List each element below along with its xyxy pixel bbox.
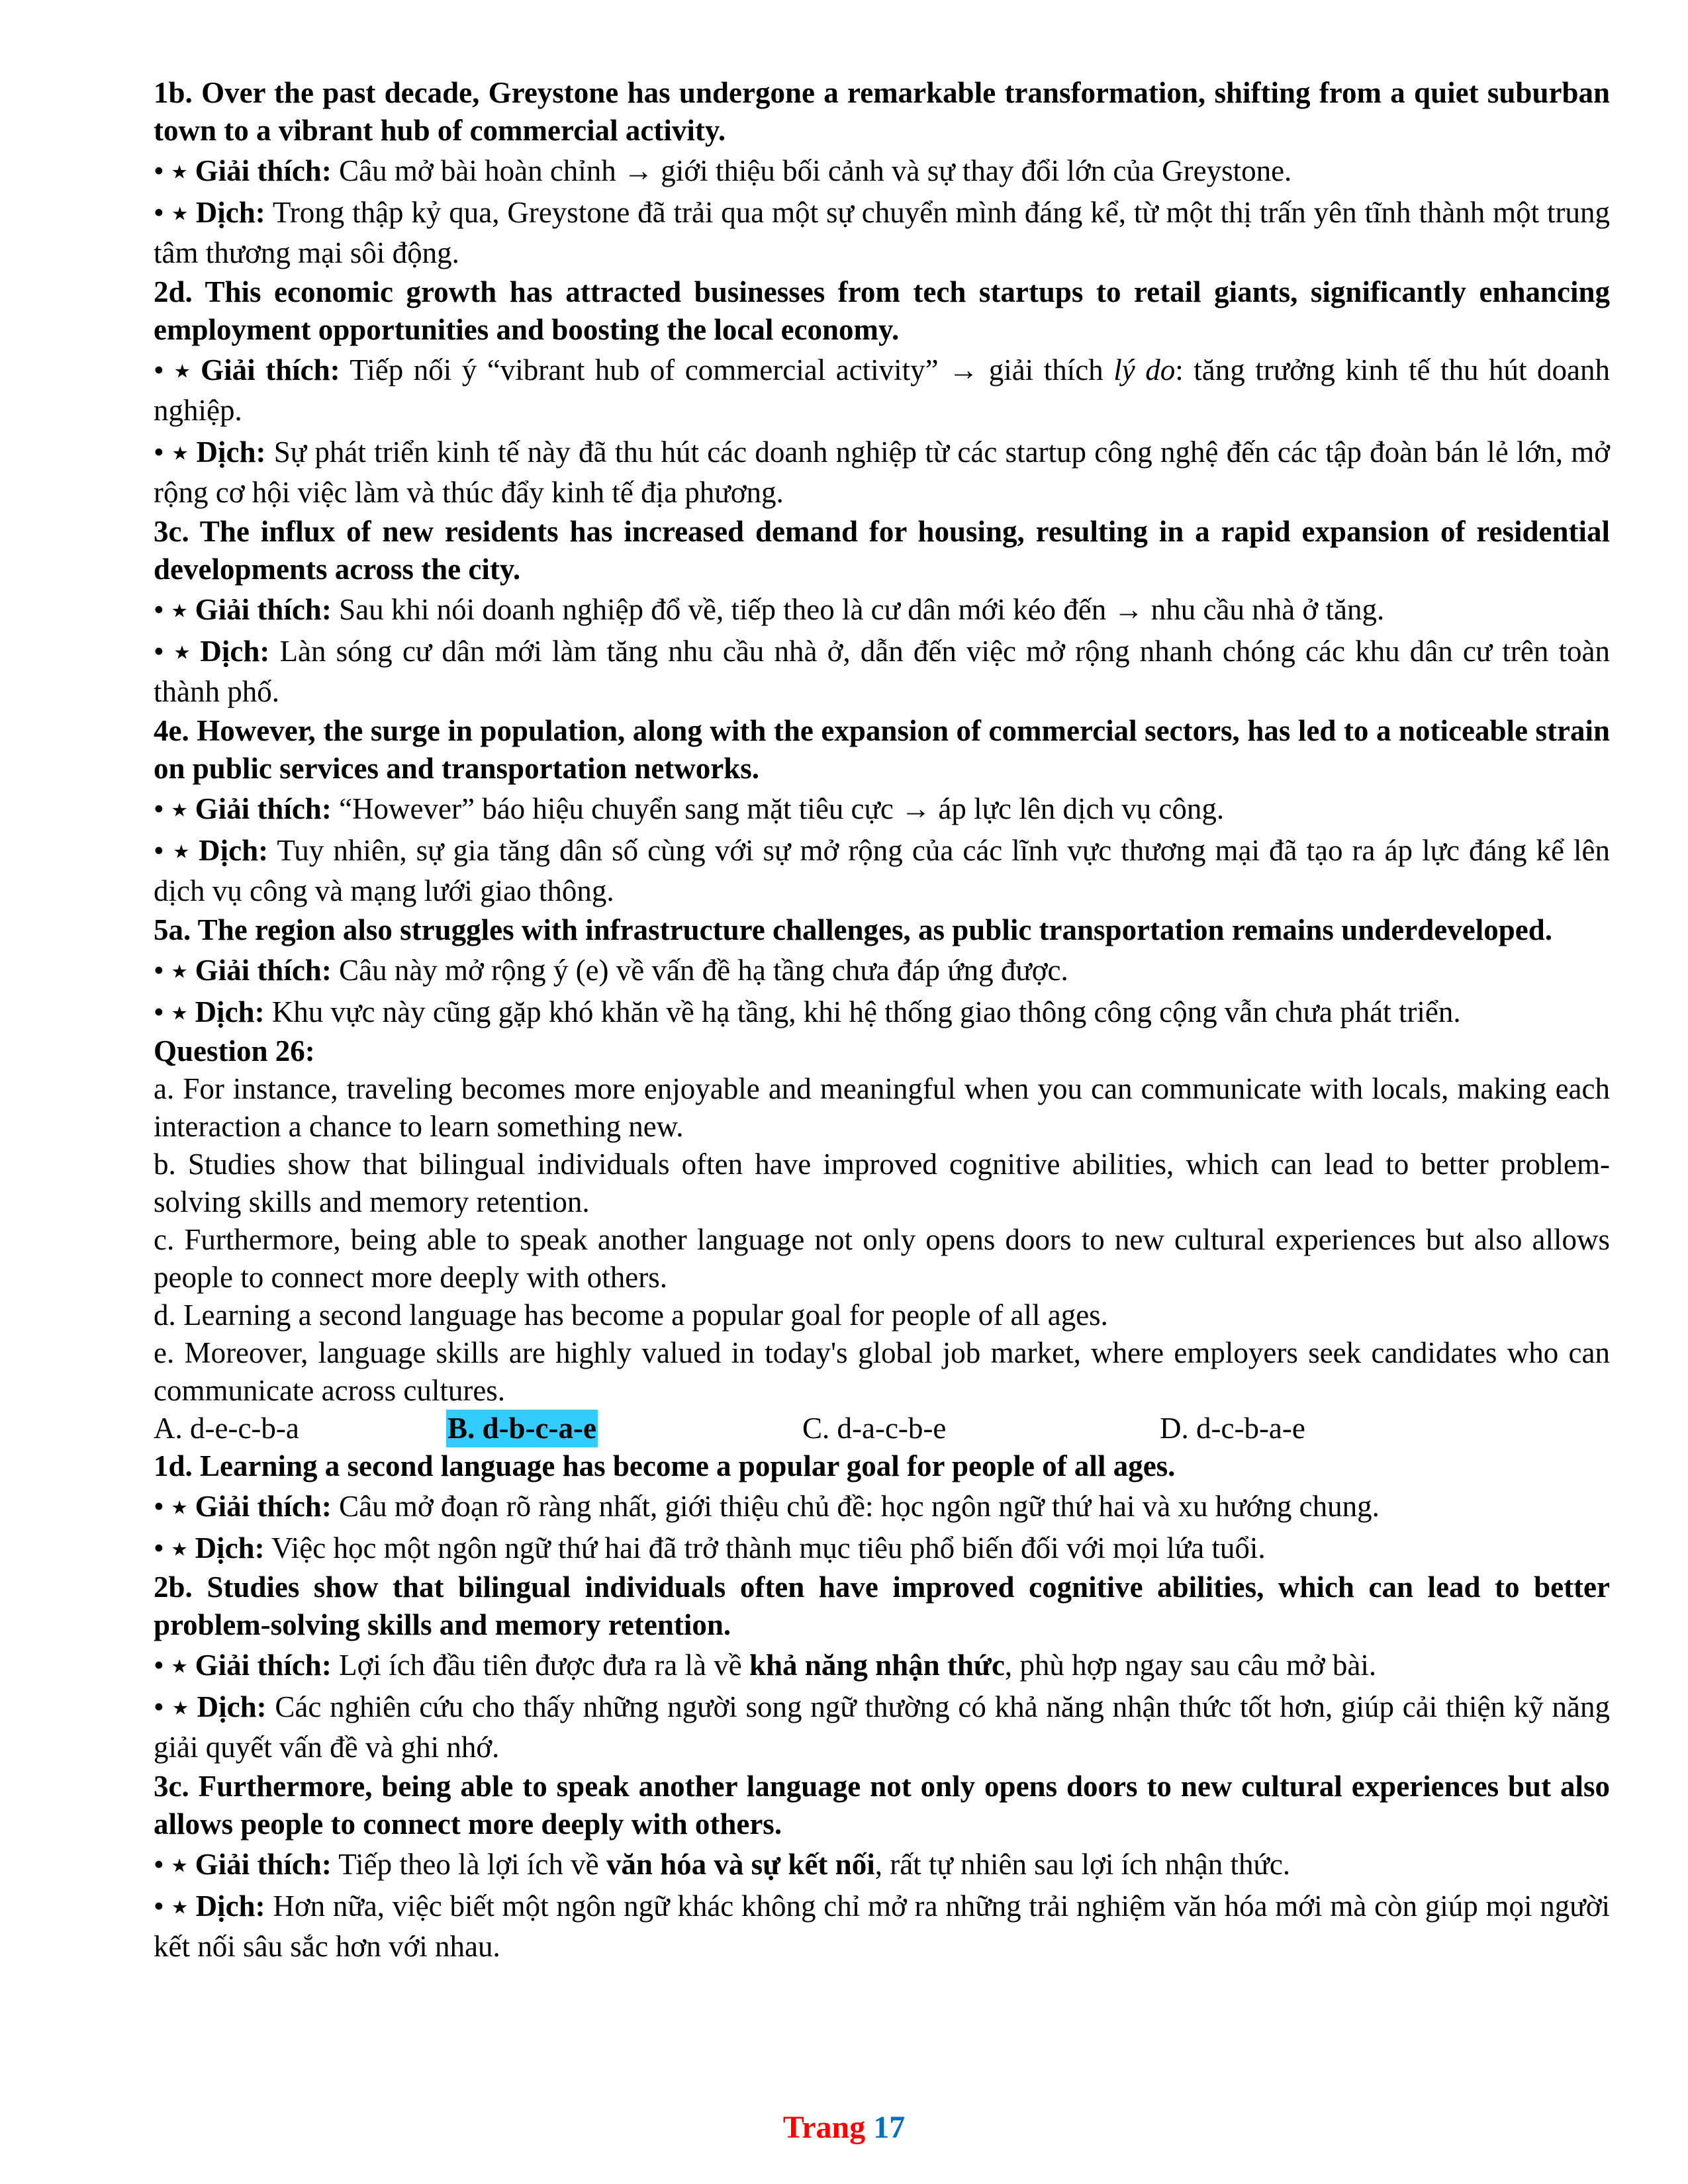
translation-line: • ⭑ Dịch: Trong thập kỷ qua, Greystone đã trải qua một sự chuyển mình đáng kể, từ một thị trấn yên tĩnh thành một trung tâm thương mại sôi động.	[154, 196, 1610, 269]
page-number: 17	[873, 2110, 906, 2145]
question-item: c. Furthermore, being able to speak another language not only opens doors to new cultural experiences but also allows people to connect more deeply with others.	[154, 1223, 1610, 1294]
explanation-line: • ⭑ Giải thích: Tiếp nối ý “vibrant hub of commercial activity” → giải thích lý do: tăng trưởng kinh tế thu hút doanh nghiệp.	[154, 353, 1610, 427]
sentence-heading: 1d. Learning a second language has become a popular goal for people of all ages.	[154, 1449, 1176, 1482]
explanation-line: • ⭑ Giải thích: Tiếp theo là lợi ích về văn hóa và sự kết nối, rất tự nhiên sau lợi ích nhận thức.	[154, 1848, 1291, 1881]
explanation-line: • ⭑ Giải thích: Câu mở bài hoàn chỉnh → giới thiệu bối cảnh và sự thay đổi lớn của Greystone.	[154, 154, 1292, 187]
explanation-line: • ⭑ Giải thích: Câu này mở rộng ý (e) về vấn đề hạ tầng chưa đáp ứng được.	[154, 954, 1068, 987]
translation-line: • ⭑ Dịch: Khu vực này cũng gặp khó khăn về hạ tầng, khi hệ thống giao thông công cộng vẫn chưa phát triển.	[154, 995, 1461, 1028]
sentence-heading: 3c. Furthermore, being able to speak another language not only opens doors to new cultural experiences but also allows people to connect more deeply with others.	[154, 1770, 1610, 1841]
translation-line: • ⭑ Dịch: Việc học một ngôn ngữ thứ hai đã trở thành mục tiêu phổ biến đối với mọi lứa tuổi.	[154, 1531, 1266, 1565]
translation-line: • ⭑ Dịch: Hơn nữa, việc biết một ngôn ngữ khác không chỉ mở ra những trải nghiệm văn hóa mới mà còn giúp mọi người kết nối sâu sắc hơn với nhau.	[154, 1889, 1610, 1963]
explanation-line: • ⭑ Giải thích: “However” báo hiệu chuyển sang mặt tiêu cực → áp lực lên dịch vụ công.	[154, 792, 1225, 825]
question-item: b. Studies show that bilingual individuals often have improved cognitive abilities, which can lead to better problem-solving skills and memory retention.	[154, 1148, 1610, 1218]
sentence-heading: 5a. The region also struggles with infrastructure challenges, as public transportation remains underdeveloped.	[154, 913, 1552, 946]
sentence-heading: 3c. The influx of new residents has increased demand for housing, resulting in a rapid expansion of residential developments across the city.	[154, 515, 1610, 586]
explanation-line: • ⭑ Giải thích: Câu mở đoạn rõ ràng nhất, giới thiệu chủ đề: học ngôn ngữ thứ hai và xu hướng chung.	[154, 1490, 1380, 1523]
explanation-line: • ⭑ Giải thích: Lợi ích đầu tiên được đưa ra là về khả năng nhận thức, phù hợp ngay sau câu mở bài.	[154, 1649, 1377, 1682]
explanation-line: • ⭑ Giải thích: Sau khi nói doanh nghiệp đổ về, tiếp theo là cư dân mới kéo đến → nhu cầu nhà ở tăng.	[154, 593, 1385, 626]
page-footer	[0, 2108, 1688, 2148]
translation-line: • ⭑ Dịch: Các nghiên cứu cho thấy những người song ngữ thường có khả năng nhận thức tốt hơn, giúp cải thiện kỹ năng giải quyết vấn đề và ghi nhớ.	[154, 1690, 1610, 1764]
question-item: e. Moreover, language skills are highly valued in today's global job market, where employers seek candidates who can communicate across cultures.	[154, 1336, 1610, 1407]
question-item: a. For instance, traveling becomes more enjoyable and meaningful when you can communicate with locals, making each interaction a chance to learn something new.	[154, 1072, 1610, 1143]
sentence-heading: 2d. This economic growth has attracted businesses from tech startups to retail giants, significantly enhancing employment opportunities and boosting the local economy.	[154, 275, 1610, 346]
translation-line: • ⭑ Dịch: Làn sóng cư dân mới làm tăng nhu cầu nhà ở, dẫn đến việc mở rộng nhanh chóng các khu dân cư trên toàn thành phố.	[154, 635, 1611, 708]
translation-line: • ⭑ Dịch: Tuy nhiên, sự gia tăng dân số cùng với sự mở rộng của các lĩnh vực thương mại đã tạo ra áp lực đáng kể lên dịch vụ công và mạng lưới giao thông.	[154, 834, 1611, 907]
page-label: Trang	[782, 2110, 866, 2145]
option-d: D. d-c-b-a-e	[1160, 1412, 1305, 1445]
answer-options	[154, 1410, 1610, 1447]
question-item: d. Learning a second language has become a popular goal for people of all ages.	[154, 1298, 1108, 1332]
option-a: A. d-e-c-b-a	[154, 1412, 299, 1445]
option-b-correct: B. d-b-c-a-e	[446, 1410, 598, 1447]
question-title: Question 26:	[154, 1034, 315, 1068]
sentence-heading: 4e. However, the surge in population, along with the expansion of commercial sectors, has led to a noticeable strain on public services and transportation networks.	[154, 714, 1610, 785]
option-c: C. d-a-c-b-e	[802, 1412, 947, 1445]
translation-line: • ⭑ Dịch: Sự phát triển kinh tế này đã thu hút các doanh nghiệp từ các startup công nghệ đến các tập đoàn bán lẻ lớn, mở rộng cơ hội việc làm và thúc đẩy kinh tế địa phương.	[154, 435, 1610, 509]
sentence-heading: 2b. Studies show that bilingual individuals often have improved cognitive abilities, which can lead to better problem-solving skills and memory retention.	[154, 1570, 1610, 1641]
sentence-heading: 1b. Over the past decade, Greystone has undergone a remarkable transformation, shifting from a quiet suburban town to a vibrant hub of commercial activity.	[154, 76, 1610, 147]
document-body	[154, 74, 1610, 1967]
